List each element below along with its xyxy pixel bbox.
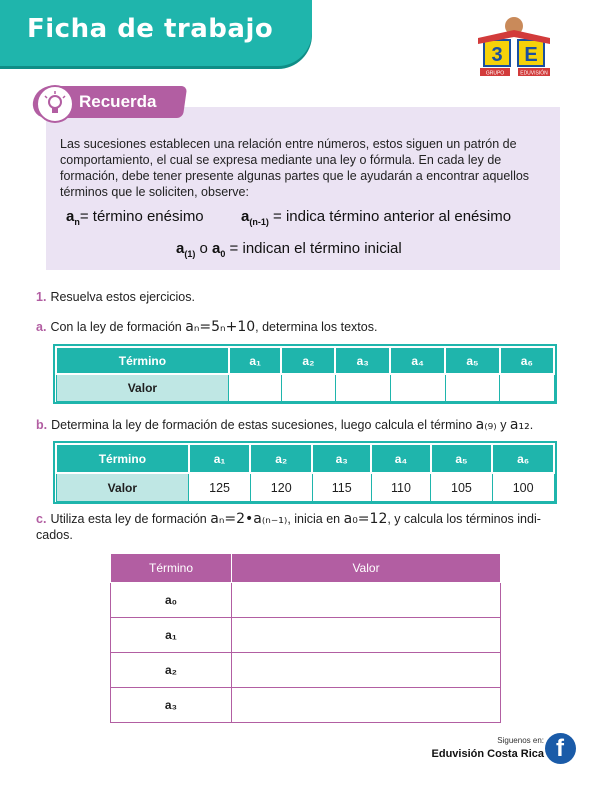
table-b-header: a₂ — [250, 444, 312, 473]
lightbulb-icon — [36, 85, 74, 123]
answer-cell[interactable] — [229, 374, 282, 402]
recuerda-label: Recuerda — [79, 92, 157, 111]
brand-name: Eduvisión Costa Rica — [431, 748, 544, 760]
answer-cell[interactable] — [390, 374, 445, 402]
table-row — [111, 583, 501, 618]
svg-text:EDUVISIÓN: EDUVISIÓN — [520, 70, 548, 77]
question-1: 1. Resuelva estos ejercicios. — [36, 290, 195, 304]
table-b-header: Término — [56, 444, 189, 473]
table-b-header-row — [56, 444, 554, 473]
table-b-value-row — [56, 473, 554, 502]
table-b-header: a₃ — [312, 444, 371, 473]
svg-text:3: 3 — [491, 44, 503, 66]
value-cell: 105 — [431, 473, 493, 502]
table-c-header: Término — [111, 554, 232, 583]
formula-nth-term: $a_n=$ término enésimo — [66, 208, 204, 227]
table-a-header: a₃ — [335, 347, 390, 374]
formula-initial-term: $a_{(1)}$ o $a_0$ = indican el término inicial — [176, 240, 402, 259]
value-cell: 115 — [312, 473, 371, 502]
table-a-header: a₁ — [229, 347, 282, 374]
table-b-header: a₆ — [492, 444, 554, 473]
formula-previous-term: $a_{(n-1)}$ = indica término anterior al enésimo — [241, 208, 512, 227]
publisher-logo — [474, 10, 554, 80]
answer-cell[interactable] — [232, 583, 501, 618]
table-a-header: a₂ — [281, 347, 335, 374]
table-a-row-label: Valor — [56, 374, 229, 402]
page-title: Ficha de trabajo — [27, 14, 274, 44]
table-b — [55, 443, 555, 502]
value-cell: 120 — [250, 473, 312, 502]
recuerda-paragraph: Las sucesiones establecen una relación entre números, estos siguen un patrón de comportamiento, el cual se expresa mediante una ley o fórmula. En cada ley de formación, debe tener presente algunas partes que le ayudarán a encontrar aquellos términos que le soliciten, observe: — [60, 137, 530, 199]
svg-text:E: E — [524, 44, 538, 66]
value-cell: 125 — [189, 473, 251, 502]
answer-cell[interactable] — [335, 374, 390, 402]
table-a-header: a₆ — [500, 347, 554, 374]
table-b-header: a₅ — [431, 444, 493, 473]
table-row — [111, 618, 501, 653]
table-c-header-row — [111, 554, 501, 583]
follow-us-label: Siguenos en: — [497, 736, 544, 745]
answer-cell[interactable] — [445, 374, 499, 402]
term-label: a₀ — [111, 583, 232, 618]
answer-cell[interactable] — [500, 374, 554, 402]
table-c — [110, 553, 501, 723]
answer-cell[interactable] — [281, 374, 335, 402]
value-cell: 100 — [492, 473, 554, 502]
question-b: b. Determina la ley de formación de estas sucesiones, luego calcula el término a₍₉₎ y a₁₂. — [36, 417, 534, 433]
term-label: a₁ — [111, 618, 232, 653]
answer-cell[interactable] — [232, 653, 501, 688]
answer-cell[interactable] — [232, 618, 501, 653]
question-a: a. Con la ley de formación aₙ=5ₙ+10, determina los textos. — [36, 319, 378, 335]
svg-text:GRUPO: GRUPO — [485, 70, 505, 77]
table-b-row-label: Valor — [56, 473, 189, 502]
table-a-value-row — [56, 374, 554, 402]
table-a-header: Término — [56, 347, 229, 374]
value-cell: 110 — [371, 473, 430, 502]
table-c-header: Valor — [232, 554, 501, 583]
table-a-header: a₅ — [445, 347, 499, 374]
answer-cell[interactable] — [232, 688, 501, 723]
table-row — [111, 653, 501, 688]
table-a-header: a₄ — [390, 347, 445, 374]
question-c: c. Utiliza esta ley de formación aₙ=2•a₍ₙ₋₁₎, inicia en a₀=12, y calcula los términos indi-cados. — [36, 511, 541, 542]
table-b-header: a₄ — [371, 444, 430, 473]
term-label: a₃ — [111, 688, 232, 723]
term-label: a₂ — [111, 653, 232, 688]
facebook-icon[interactable]: f — [545, 733, 576, 764]
table-row — [111, 688, 501, 723]
table-b-header: a₁ — [189, 444, 251, 473]
table-a — [55, 346, 555, 402]
table-a-header-row — [56, 347, 554, 374]
